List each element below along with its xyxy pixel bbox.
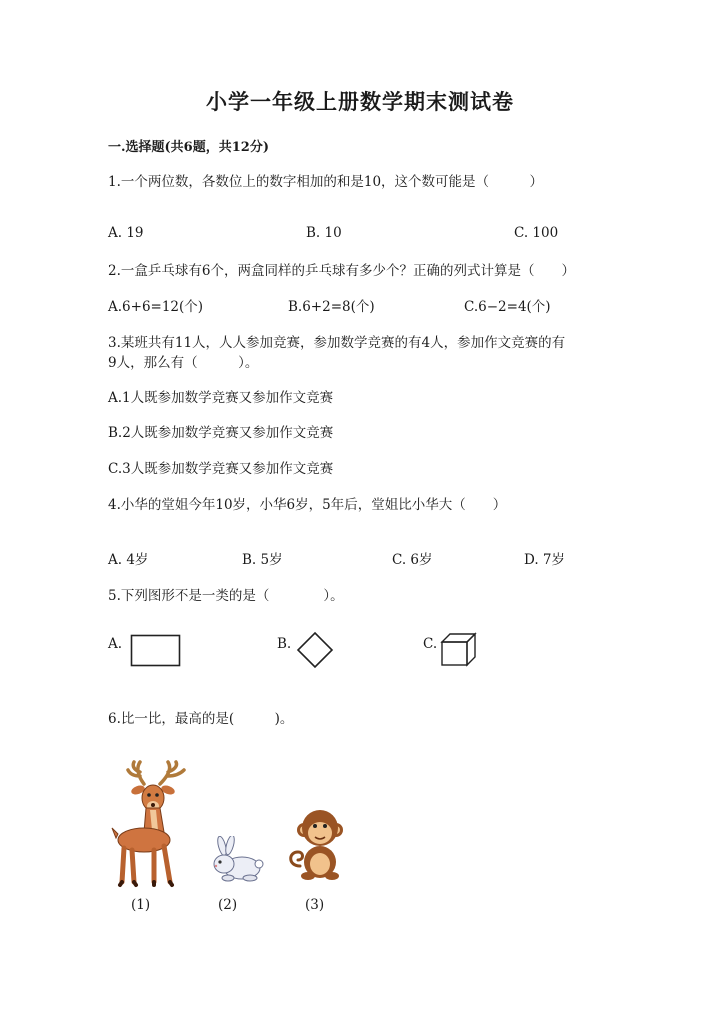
question-5-option-b[interactable]: B. (277, 636, 292, 652)
deer-icon[interactable] (110, 760, 198, 888)
question-3-text-line2: 9人，那么有（ ）。 (108, 355, 259, 371)
question-1-option-b[interactable]: B. 10 (306, 225, 342, 241)
monkey-icon[interactable] (286, 806, 352, 882)
question-6-text: 6.比一比，最高的是( )。 (108, 711, 294, 727)
question-4-option-a[interactable]: A. 4岁 (108, 552, 149, 568)
diamond-shape-icon (296, 631, 334, 669)
question-5-option-a[interactable]: A. (108, 636, 123, 652)
question-3-option-b[interactable]: B.2人既参加数学竞赛又参加作文竞赛 (108, 425, 334, 441)
question-1-text: 1.一个两位数，各数位上的数字相加的和是10，这个数可能是（ ） (108, 174, 544, 190)
question-4-option-b[interactable]: B. 5岁 (242, 552, 283, 568)
question-3-text-line1: 3.某班共有11人，人人参加竞赛，参加数学竞赛的有4人，参加作文竞赛的有 (108, 335, 566, 351)
section-heading: 一.选择题(共6题，共12分) (108, 140, 269, 155)
page-title: 小学一年级上册数学期末测试卷 (206, 89, 514, 114)
question-2-option-a[interactable]: A.6+6=12(个) (108, 299, 204, 315)
animal-label-1: (1) (131, 897, 151, 913)
question-4-text: 4.小华的堂姐今年10岁，小华6岁，5年后，堂姐比小华大（ ） (108, 497, 507, 513)
question-3-option-c[interactable]: C.3人既参加数学竞赛又参加作文竞赛 (108, 461, 334, 477)
question-2-option-b[interactable]: B.6+2=8(个) (288, 299, 375, 315)
question-4-option-c[interactable]: C. 6岁 (392, 552, 433, 568)
question-4-option-d[interactable]: D. 7岁 (524, 552, 566, 568)
rectangle-shape-icon (130, 634, 182, 668)
cube-shape-icon (440, 632, 480, 668)
question-2-option-c[interactable]: C.6−2=4(个) (464, 299, 551, 315)
animal-label-3: (3) (305, 897, 325, 913)
animal-label-2: (2) (218, 897, 238, 913)
question-5-option-c[interactable]: C. (423, 636, 438, 652)
question-5-text: 5.下列图形不是一类的是（ ）。 (108, 588, 344, 604)
rabbit-icon[interactable] (206, 836, 266, 884)
question-1-option-c[interactable]: C. 100 (514, 225, 559, 241)
question-3-option-a[interactable]: A.1人既参加数学竞赛又参加作文竞赛 (108, 390, 334, 406)
question-1-option-a[interactable]: A. 19 (108, 225, 144, 241)
question-2-text: 2.一盒乒乓球有6个，两盒同样的乒乓球有多少个？正确的列式计算是（ ） (108, 263, 575, 279)
